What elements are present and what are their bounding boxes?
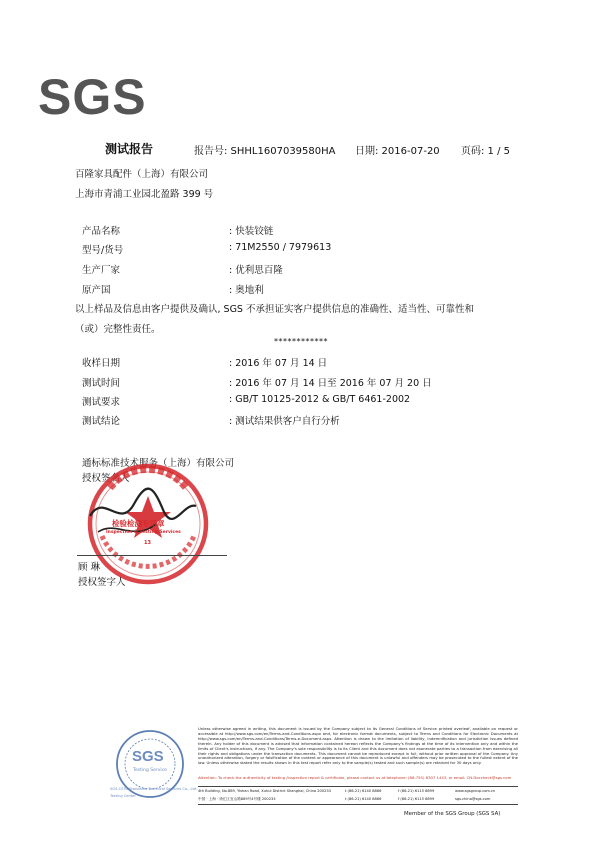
model-value: : 71M2550 / 7979613 <box>229 242 332 253</box>
stamp-company: SGS-CSTC Standards Technical Services Co., Ltd. <box>110 787 198 791</box>
report-number: 报告号: SHHL1607039580HA <box>194 146 336 157</box>
manufacturer-label: 生产厂家 <box>82 265 121 276</box>
authenticity-attention: Attention: To check the authenticity of testing /inspection report & certificate, please contact us at telephone: (86-755) 8307 1443, or email: CN.Doccheck@sgs.com <box>198 775 512 780</box>
receipt-date-value: : 2016 年 07 月 14 日 <box>229 358 328 369</box>
page-number: 页码: 1 / 5 <box>461 146 510 157</box>
footer-divider-bottom <box>198 804 518 805</box>
test-requirement-value: : GB/T 10125-2012 & GB/T 6461-2002 <box>229 394 411 405</box>
signature-line <box>77 555 227 556</box>
issuer-company: 通标标准技术服务（上海）有限公司 <box>82 458 235 469</box>
signer-title: 授权签字人 <box>78 577 126 588</box>
footer-divider-top <box>198 786 518 787</box>
applicant-company: 百隆家具配件（上海）有限公司 <box>75 169 209 180</box>
manufacturer-value: : 优利思百隆 <box>229 265 283 276</box>
fax-1: f (86-21) 6115 6899 <box>398 789 435 793</box>
sgs-logo: SGS <box>38 69 147 125</box>
address-cn: 中国 · 上海 · 徐汇区宜山路889号4号楼 200233 <box>198 797 276 801</box>
website: www.sgsgroup.com.cn <box>455 789 496 793</box>
authorized-signatory: 授权签名人 <box>82 473 130 484</box>
email: sgs.china@sgs.com <box>455 797 491 801</box>
product-name-value: : 快装铰链 <box>229 226 274 237</box>
terms-paragraph: Unless otherwise agreed in writing, this document is issued by the Company subject to its General Conditions of Service printed overleaf, available on request or accessible at http://www.sgs.com/en/Terms-and-Conditions.aspx and, for electronic format documents, subject to Terms and Conditions for Electronic Documents at http://www.sgs.com/en/Terms-and-Conditions/Terms-e-Document.aspx. Attention is drawn to the limitation of liability, indemnification and jurisdiction issues defined therein. Any holder of this document is advised that information contained hereon reflects the Company's findings at the time of its intervention only and within the limits of Client's instructions, if any. The Company's sole responsibility is to its Client and this document does not exonerate parties to a transaction from exercising all their rights and obligations under the transaction documents. This document cannot be reproduced except in full, without prior written approval of the Company. Any unauthorized alteration, forgery or falsification of the content or appearance of this document is unlawful and offenders may be prosecuted to the fullest extent of the law. Unless otherwise stated the results shown in this test report refer only to the sample(s) tested and such sample(s) are retained for 30 days only. <box>198 726 518 766</box>
test-conclusion-value: : 测试结果供客户自行分析 <box>229 416 340 427</box>
fax-2: f (86-21) 6115 6899 <box>398 797 435 801</box>
signer-name: 顾 琳 <box>78 562 101 573</box>
tel-2: t (86-21) 6140 8866 <box>345 797 382 801</box>
seal-sub-text: Inspection & Testing Services <box>106 530 181 535</box>
test-period-value: : 2016 年 07 月 14 日至 2016 年 07 月 20 日 <box>229 378 432 389</box>
address-en: 4th Building, No.889, Yishan Road, Xuhui District Shanghai, China 200233 <box>198 789 331 793</box>
test-period-label: 测试时间 <box>82 378 121 389</box>
disclaimer-line-1: 以上样品及信息由客户提供及确认, SGS 不承担证实客户提供信息的准确性、适当性、可靠性和 <box>75 304 474 315</box>
stamp-sgs-text: SGS <box>132 748 164 765</box>
receipt-date-label: 收样日期 <box>82 358 121 369</box>
product-name-label: 产品名称 <box>82 226 121 237</box>
origin-value: : 奥地利 <box>229 285 264 296</box>
applicant-address: 上海市青浦工业园北盈路 399 号 <box>75 189 214 200</box>
test-conclusion-label: 测试结论 <box>82 416 121 427</box>
seal-center-text: 检验检测专用章 <box>112 519 165 528</box>
report-date: 日期: 2016-07-20 <box>355 146 440 157</box>
report-title: 测试报告 <box>105 142 154 156</box>
member-of-sgs-group: Member of the SGS Group (SGS SA) <box>404 811 501 817</box>
stamp-label: Testing Service <box>133 768 167 773</box>
tel-1: t (86-21) 6140 8866 <box>345 789 382 793</box>
separator: ************ <box>274 337 328 346</box>
stamp-center: Testing Center <box>110 794 136 798</box>
origin-label: 原产国 <box>82 285 111 296</box>
disclaimer-line-2: （或）完整性责任。 <box>75 324 161 335</box>
test-requirement-label: 测试要求 <box>82 397 121 408</box>
model-label: 型号/货号 <box>82 245 124 256</box>
seal-number: 13 <box>144 540 151 546</box>
